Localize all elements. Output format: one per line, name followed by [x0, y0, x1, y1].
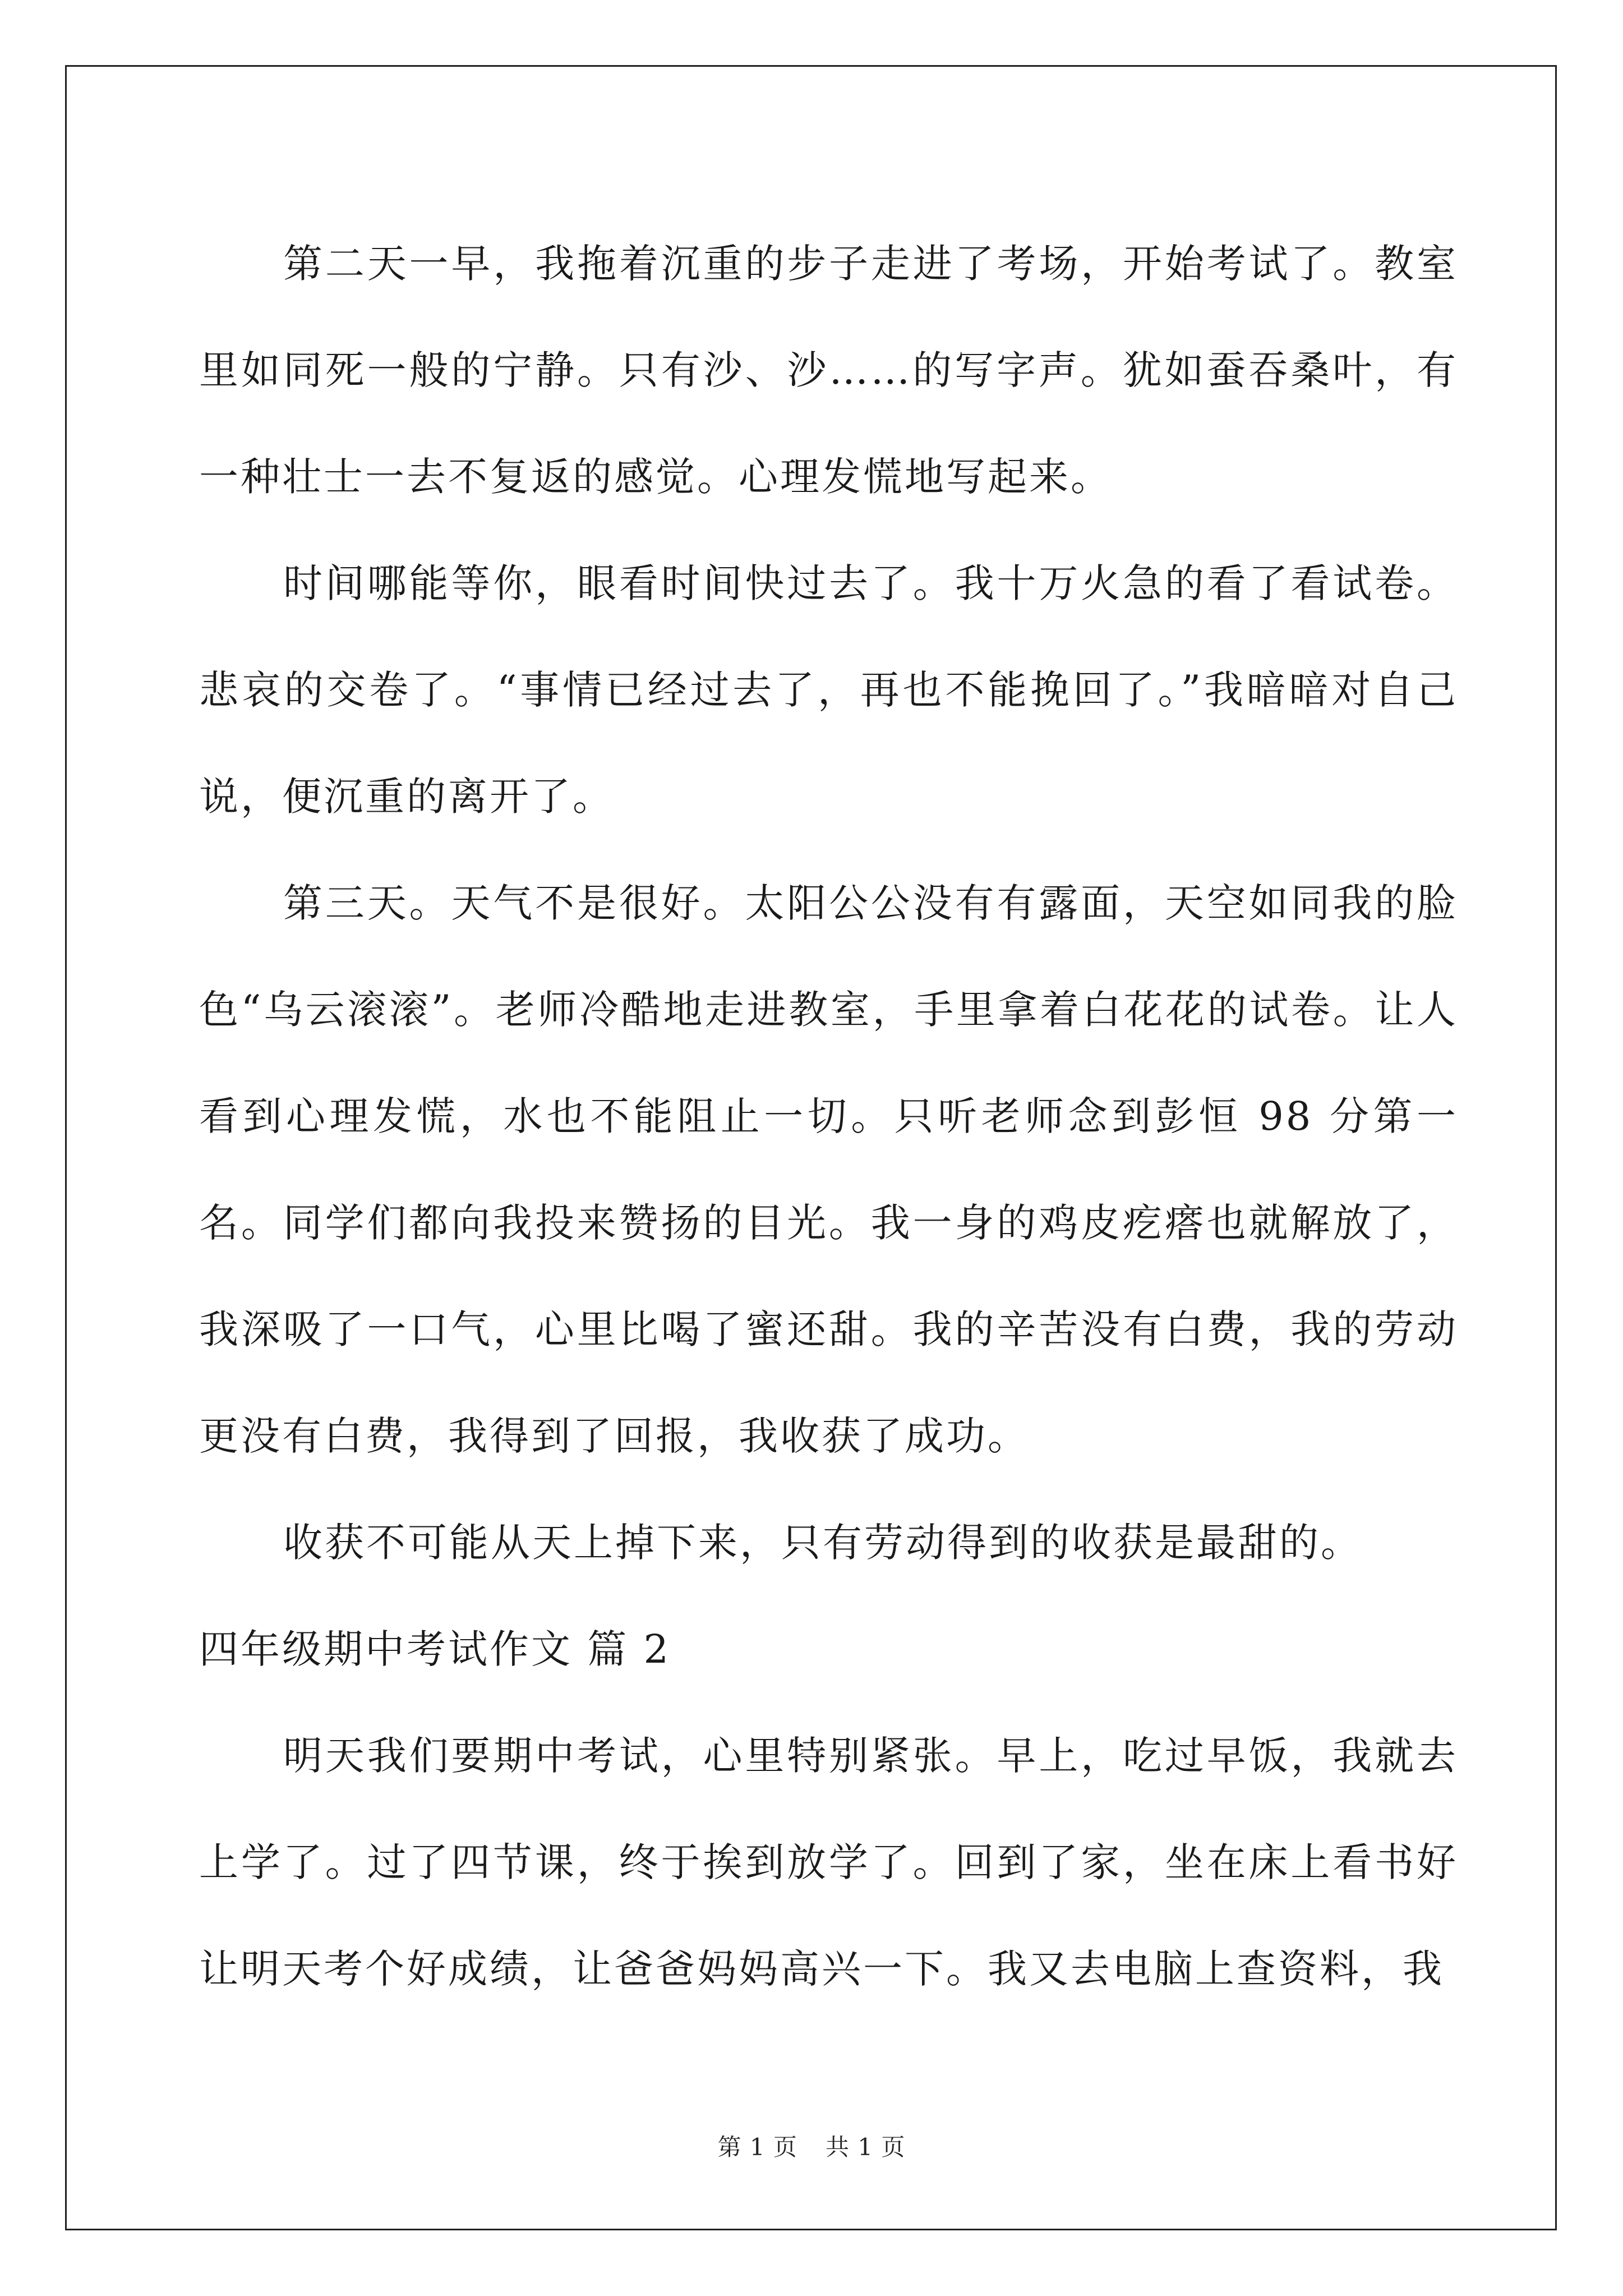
document-body: [199, 210, 1458, 2022]
section-heading: 四年级期中考试作文 篇 2: [199, 1626, 671, 1672]
page-total: 共 1 页: [826, 2133, 906, 2161]
paragraph-1: 第二天一早，我拖着沉重的步子走进了考场，开始考试了。教室里如同死一般的宁静。只有沙、沙……的写字声。犹如蚕吞桑叶，有一种壮士一去不复返的感觉。心理发慌地写起来。: [199, 241, 1458, 500]
paragraph-3: 第三天。天气不是很好。太阳公公没有有露面，天空如同我的脸色“乌云滚滚”。老师冷酷地走进教室，手里拿着白花花的试卷。让人看到心理发慌，水也不能阻止一切。只听老师念到彭恒 98 分第一名。同学们都向我投来赞扬的目光。我一身的鸡皮疙瘩也就解放了，我深吸了一口气，心里比喝了蜜还甜。我的辛苦没有白费，我的劳动更没有白费，我得到了回报，我收获了成功。: [199, 880, 1458, 1459]
paragraph-4: 收获不可能从天上掉下来，只有劳动得到的收获是最甜的。: [283, 1520, 1362, 1566]
paragraph-5: 明天我们要期中考试，心里特别紧张。早上，吃过早饭，我就去上学了。过了四节课，终于挨到放学了。回到了家，坐在床上看书好让明天考个好成绩，让爸爸妈妈高兴一下。我又去电脑上查资料，我: [199, 1733, 1458, 1992]
paragraph-2: 时间哪能等你，眼看时间快过去了。我十万火急的看了看试卷。悲哀的交卷了。“事情已经过去了，再也不能挽回了。”我暗暗对自己说，便沉重的离开了。: [199, 560, 1458, 820]
page-footer: [0, 2129, 1623, 2162]
page-number: 第 1 页: [717, 2133, 797, 2161]
